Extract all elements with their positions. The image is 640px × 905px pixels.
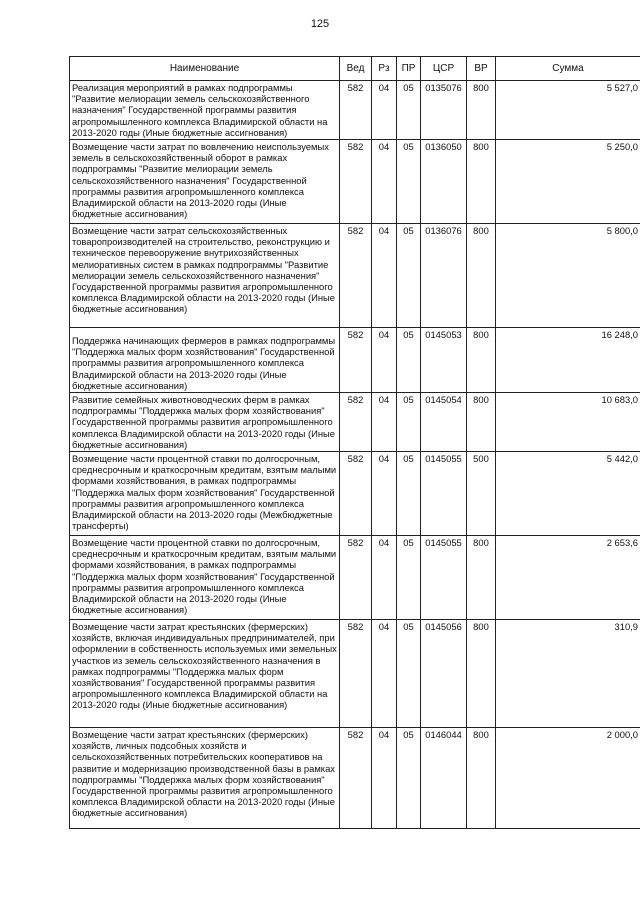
row-name: Возмещение части затрат по вовлечению неиспользуемых земель в сельскохозяйственный оборот в рамках подпрограммы "Развитие мелиорации земель сельскохозяйственного назначения" Государственной программы развития агропромышленного комплекса Владимирской области на 2013-2020 годы (Иные бюджетные ассигнования) [70, 140, 340, 224]
row-ved: 582 [340, 393, 372, 452]
table-row [70, 328, 640, 393]
row-ved: 582 [340, 620, 372, 728]
row-name: Развитие семейных животноводческих ферм в рамках подпрограммы "Поддержка малых форм хозяйствования" Государственной программы развития агропромышленного комплекса Владимирской области на 2013-2020 годы (Иные бюджетные ассигнования) [70, 393, 340, 452]
row-csr: 0146044 [421, 728, 467, 829]
header-sum: Сумма [496, 57, 640, 81]
row-sum: 2 653,6 [496, 536, 640, 620]
row-vr: 800 [467, 224, 496, 328]
row-sum: 5 442,0 [496, 452, 640, 536]
page-number: 125 [310, 18, 330, 30]
header-ved: Вед [340, 57, 372, 81]
row-pr: 05 [397, 224, 421, 328]
row-sum: 2 000,0 [496, 728, 640, 829]
row-vr: 800 [467, 620, 496, 728]
table-row [70, 81, 640, 140]
row-pr: 05 [397, 452, 421, 536]
row-rz: 04 [372, 81, 397, 140]
header-pr: ПР [397, 57, 421, 81]
header-csr: ЦСР [421, 57, 467, 81]
header-name: Наименование [70, 57, 340, 81]
table-row [70, 452, 640, 536]
row-name: Поддержка начинающих фермеров в рамках подпрограммы "Поддержка малых форм хозяйствования" Государственной программы развития агропромышленного комплекса Владимирской области на 2013-2020 годы (Иные бюджетные ассигнования) [70, 328, 340, 393]
row-sum: 16 248,0 [496, 328, 640, 393]
row-sum: 5 527,0 [496, 81, 640, 140]
row-csr: 0136076 [421, 224, 467, 328]
row-ved: 582 [340, 452, 372, 536]
row-csr: 0145053 [421, 328, 467, 393]
row-ved: 582 [340, 140, 372, 224]
table-row [70, 536, 640, 620]
row-vr: 800 [467, 393, 496, 452]
row-name: Возмещение части затрат сельскохозяйственных товаропроизводителей на строительство, реконструкцию и техническое перевооружение внутрихозяйственных мелиоративных систем в рамках подпрограммы "Развитие мелиорации земель сельскохозяйственного назначения" Государственной программы развития агропромышленного комплекса Владимирской области на 2013-2020 годы (Иные бюджетные ассигнования) [70, 224, 340, 328]
row-vr: 800 [467, 536, 496, 620]
row-csr: 0145054 [421, 393, 467, 452]
row-vr: 800 [467, 81, 496, 140]
row-name: Возмещение части затрат крестьянских (фермерских) хозяйств, включая индивидуальных предпринимателей, при оформлении в собственность используемых ими земельных участков из земель сельскохозяйственного назначения в рамках подпрограммы "Поддержка малых форм хозяйствования" Государственной программы развития агропромышленного комплекса Владимирской области на 2013-2020 годы (Иные бюджетные ассигнования) [70, 620, 340, 728]
row-name: Возмещение части процентной ставки по долгосрочным, среднесрочным и краткосрочным кредитам, взятым малыми формами хозяйствования, в рамках подпрограммы "Поддержка малых форм хозяйствования" Государственной программы развития агропромышленного комплекса Владимирской области на 2013-2020 годы (Иные бюджетные ассигнования) [70, 536, 340, 620]
row-sum: 310,9 [496, 620, 640, 728]
row-pr: 05 [397, 81, 421, 140]
table-row [70, 224, 640, 328]
table-row [70, 140, 640, 224]
table-row [70, 393, 640, 452]
row-vr: 500 [467, 452, 496, 536]
row-rz: 04 [372, 140, 397, 224]
row-vr: 800 [467, 328, 496, 393]
row-ved: 582 [340, 81, 372, 140]
budget-table [69, 56, 640, 829]
row-rz: 04 [372, 328, 397, 393]
header-vr: ВР [467, 57, 496, 81]
table-row [70, 728, 640, 829]
row-ved: 582 [340, 728, 372, 829]
row-pr: 05 [397, 140, 421, 224]
row-sum: 5 250,0 [496, 140, 640, 224]
row-csr: 0145055 [421, 452, 467, 536]
row-rz: 04 [372, 452, 397, 536]
row-vr: 800 [467, 140, 496, 224]
row-pr: 05 [397, 536, 421, 620]
row-pr: 05 [397, 728, 421, 829]
row-pr: 05 [397, 328, 421, 393]
row-rz: 04 [372, 536, 397, 620]
row-ved: 582 [340, 536, 372, 620]
row-pr: 05 [397, 620, 421, 728]
row-csr: 0135076 [421, 81, 467, 140]
row-csr: 0145055 [421, 536, 467, 620]
row-name: Реализация мероприятий в рамках подпрограммы "Развитие мелиорации земель сельскохозяйственного назначения" Государственной программы развития агропромышленного комплекса Владимирской области на 2013-2020 годы (Иные бюджетные ассигнования) [70, 81, 340, 140]
row-rz: 04 [372, 620, 397, 728]
row-ved: 582 [340, 224, 372, 328]
table-row [70, 620, 640, 728]
row-rz: 04 [372, 728, 397, 829]
header-rz: Рз [372, 57, 397, 81]
row-csr: 0145056 [421, 620, 467, 728]
row-sum: 10 683,0 [496, 393, 640, 452]
table-header-row [70, 57, 640, 81]
row-name: Возмещение части затрат крестьянских (фермерских) хозяйств, личных подсобных хозяйств и сельскохозяйственных потребительских кооперативов на развитие и модернизацию производственной базы в рамках подпрограммы "Поддержка малых форм хозяйствования" Государственной программы развития агропромышленного комплекса Владимирской области на 2013-2020 годы (Иные бюджетные ассигнования) [70, 728, 340, 829]
row-sum: 5 800,0 [496, 224, 640, 328]
row-csr: 0136050 [421, 140, 467, 224]
row-rz: 04 [372, 393, 397, 452]
row-rz: 04 [372, 224, 397, 328]
row-ved: 582 [340, 328, 372, 393]
row-vr: 800 [467, 728, 496, 829]
row-pr: 05 [397, 393, 421, 452]
row-name: Возмещение части процентной ставки по долгосрочным, среднесрочным и краткосрочным кредитам, взятым малыми формами хозяйствования, в рамках подпрограммы "Поддержка малых форм хозяйствования" Государственной программы развития агропромышленного комплекса Владимирской области на 2013-2020 годы (Межбюджетные трансферты) [70, 452, 340, 536]
